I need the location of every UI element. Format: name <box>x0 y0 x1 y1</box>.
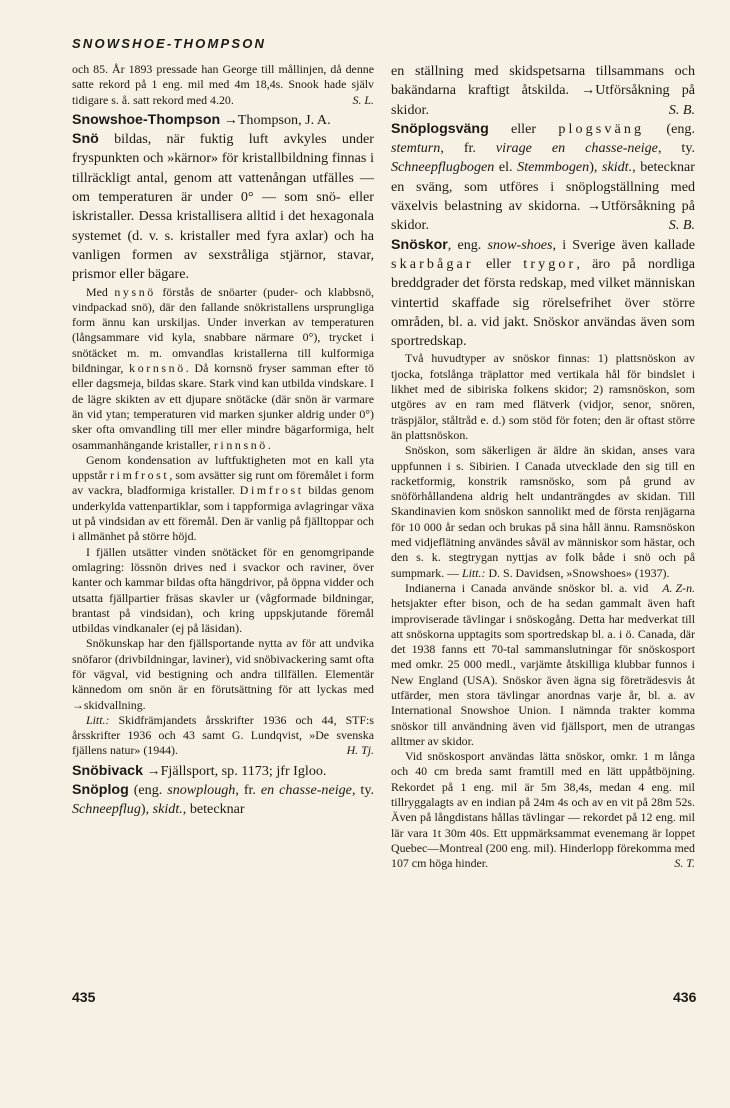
term-kornsno: kornsnö <box>129 361 186 376</box>
left-column <box>72 62 374 820</box>
headword-sno: Snö <box>72 131 99 148</box>
headword-snowshoe-thompson: Snowshoe-Thompson <box>72 111 221 128</box>
crossref-fjallsport[interactable]: →Fjällsport, sp. 1173; jfr Igloo. <box>142 762 327 779</box>
huvudtyper-paragraph: Två huvudtyper av snöskor finnas: 1) plattsnöskon av tjocka, fotslånga träplattor med vertikala hål för bindslet i likhet med de sibiriska folkens skidor; 2) ramsnöskon, som utgöres av en ram med flätverk (vidjor, senor, snören, träspjälor, ståltråd e. d.) som stöd för foten; den är oftast större än plattsnöskon. <box>391 351 695 442</box>
rimfrost-paragraph: Genom kondensation av luftfuktigheten mot en kall yta uppstår rimfrost, som avsätter sig runt om föremålet i form av vackra, bladformiga kristaller. Dimfrost bildas genom underkylda vattenpartiklar, som i tappformiga avlagringar växa ut på vindsidan av ett föremål. Den är vanlig på fjälltoppar och i allmänhet på större höjd. <box>72 452 374 544</box>
snoskosport-paragraph: Vid snöskosport användas lätta snöskor, omkr. 1 m långa och 40 cm breda samt framtill med en lätt uppåtböjning. Rekordet på 1 eng. mil är 5m 38,4s, medan 4 eng. mil tillryggalagts av en indian på 24m 4s och av en vit på 28m 52s. Även på långdistans hållas tävlingar — rekordet på 12 eng. mil lär vara 1t 30m 40s. Ett uppmärksammat evenemang är loppet Quebec—Montreal (200 eng. mil). Hinderlopp förekomma med 107 cm höga hinder. S. T. <box>391 749 695 871</box>
term-rimfrost: rimfrost <box>110 468 170 483</box>
headword-snoskor: Snöskor <box>391 236 448 253</box>
snook-text: och 85. År 1893 pressade han George till mållinjen, då denne satte rekord på 1 eng. mil med 4m 18,4s. Snook hade själv tidigare s. å. satt rekord med 4.20. <box>72 62 374 107</box>
snook-paragraph <box>72 62 374 108</box>
page-number-left: 435 <box>72 989 96 1005</box>
entry-snoplog: Snöplog (eng. snowplough, fr. en chasse-neige, ty. Schneepflug), skidt., betecknar <box>72 782 374 818</box>
sno-definition: bildas, när fuktig luft avkyles under fryspunkten och »kärnor» för kristallbildning finnas i tillräckligt antal, genom att vattenångan utfälles — om temperaturen är under 0° — som snö- eller iskristaller. Dessa kristallisera alltid i det hexagonala systemet (d. v. s. kristaller med fyra axlar) och ha vanligen formen av sexstråliga stjärnor, stavar, prismor eller bägare. <box>72 131 374 283</box>
headword-snobivack: Snöbivack <box>72 762 143 779</box>
right-column <box>391 62 695 872</box>
entry-snoplogsvang: Snöplogsväng eller plogsväng (eng. stemturn, fr. virage en chasse-neige, ty. Schneepflugbogen el. Stemmbogen), skidt., betecknar en sväng, som utföres i snöplogställning med växelvis belastning av skidorna. →Utförsåkning på skidor. S. B. <box>391 120 695 236</box>
signature-htj: H. Tj. <box>346 743 374 758</box>
nysno-paragraph: Med nysnö förstås de snöarter (puder- och klabbsnö, vindpackad snö), där den fallande snökristallens ursprungliga form ännu kan urskiljas. Under inverkan av temperaturen (långsammare vid kyla, snabbare närmare 0°), trycket i snötäcket m. m. omvandlas kristallerna till kulformiga bildningar, kornsnö. Då kornsnö fryser samman efter tö eller dagsmeja, bildas skare. Stark vind kan utbilda vindskare. I de lägre skikten av ett djupare snötäcke (där snön är varmare än vid ytan; temperaturen vid marken sjunker aldrig under 0°) sker ofta omvandling till mer eller mindre bägarformiga, helt osammanhängande kristaller, rinnsnö. <box>72 284 375 452</box>
headword-snoplogsvang: Snöplogsväng <box>391 120 489 137</box>
term-dimfrost: Dimfrost <box>239 483 304 498</box>
crossref-thompson[interactable]: →Thompson, J. A. <box>220 111 331 128</box>
literature-paragraph: Litt.: Skidfrämjandets årsskrifter 1936 och 44, STF:s årsskrifter 1936 och 43 samt G. Lundqvist, »De svenska fjällens natur» (1944). H. Tj. <box>72 712 374 758</box>
fjall-paragraph: I fjällen utsätter vinden snötäcket för en genomgripande omlagring: lössnön drives ned i svackor och raviner, över kanter och kammar bildas ofta hängdrivor, på öppna vidder och utsatta fjällpartier fräsas skavler ur (vågformade bildningar, brantast på vindsidan), och kring uppskjutande föremål utbildas vindkanaler (ej på läsidan). <box>72 544 374 636</box>
entry-snowshoe-thompson <box>72 111 374 130</box>
entry-snoskor: Snöskor, eng. snow-shoes, i Sverige även kallade skarbågar eller trygor, äro på nordliga breddgrader det första redskap, med vilket människan vintertid skaffade sig rörelsefrihet över större områden, bl. a. vid jakt. Snöskor användas även som sportredskap. <box>391 236 695 350</box>
indianerna-paragraph: Indianerna i Canada använde snöskor bl. a. vid hetsjakter efter bison, och de ha sedan gammalt även haft improviserade tävlingar i snöskogång. Detta har medverkat till att snöskorna upptagits som sportredskap bl. a. i ö. Canada, där det 1938 fanns ett 70-tal sammanslutningar för snöskosport med omkr. 25 000 medl., varjämte åtskilliga klubbar funnos i New England (USA). Snöskor även ägna sig företrädesvis åt utfärder, men stora tävlingar anordnas varje år, bl. a. av International Snowshoe Union. I nämnda trakter komma snöskor till användning även vid fjällsport, men de utrangas alltmer av skidor. <box>391 580 695 748</box>
running-header: SNOWSHOE-THOMPSON <box>72 36 267 51</box>
headword-snoplog: Snöplog <box>72 782 129 799</box>
term-nysno: nysnö <box>114 284 156 299</box>
signature-st: S. T. <box>674 856 695 871</box>
signature-sl: S. L. <box>352 92 374 107</box>
page-number-right: 436 <box>673 989 697 1005</box>
snoplog-continuation: en ställning med skidspetsarna tillsammans och bakändarna kraftigt åtskilda. →Utförsåkning på skidor. S. B. <box>391 62 695 120</box>
snoskon-paragraph: Snöskon, som säkerligen är äldre än skidan, anses vara uppfunnen i s. Sibirien. I Canada utvecklade den sig till en racketformig, konstrik ramsnösko, som på grund av snöförhållandena aldrig helt undanträngdes av skidan. Till Skandinavien kom snöskon sannolikt med de första renjägarna för 10 000 år sedan och brukas på sina håll ännu. Ramsnöskon med vidjeflätning användes såväl av människor som hästar, och den s. k. stegtrygan nyttjas av folk både i snö och på sumpmark. — Litt.: D. S. Davidsen, »Snowshoes» (1937). A. Z-n. <box>391 443 695 595</box>
signature-sb-2: S. B. <box>668 217 695 234</box>
entry-snobivack <box>72 762 374 781</box>
signature-sb-1: S. B. <box>668 101 695 118</box>
litt-label: Litt.: <box>86 712 110 727</box>
snokunskap-paragraph: Snökunskap har den fjällsportande nytta av för att undvika snöfaror (drivbildningar, laviner), vid snöbivackering samt ofta för vägval, vid bestigning och andra tillfällen. Elementär kännedom om snön är en förutsättning för att lyckas med →skidvallning. <box>72 636 374 712</box>
entry-sno <box>72 130 374 284</box>
term-rinnsno: rinnsnö <box>213 437 268 452</box>
signature-azn: A. Z-n. <box>662 580 695 595</box>
